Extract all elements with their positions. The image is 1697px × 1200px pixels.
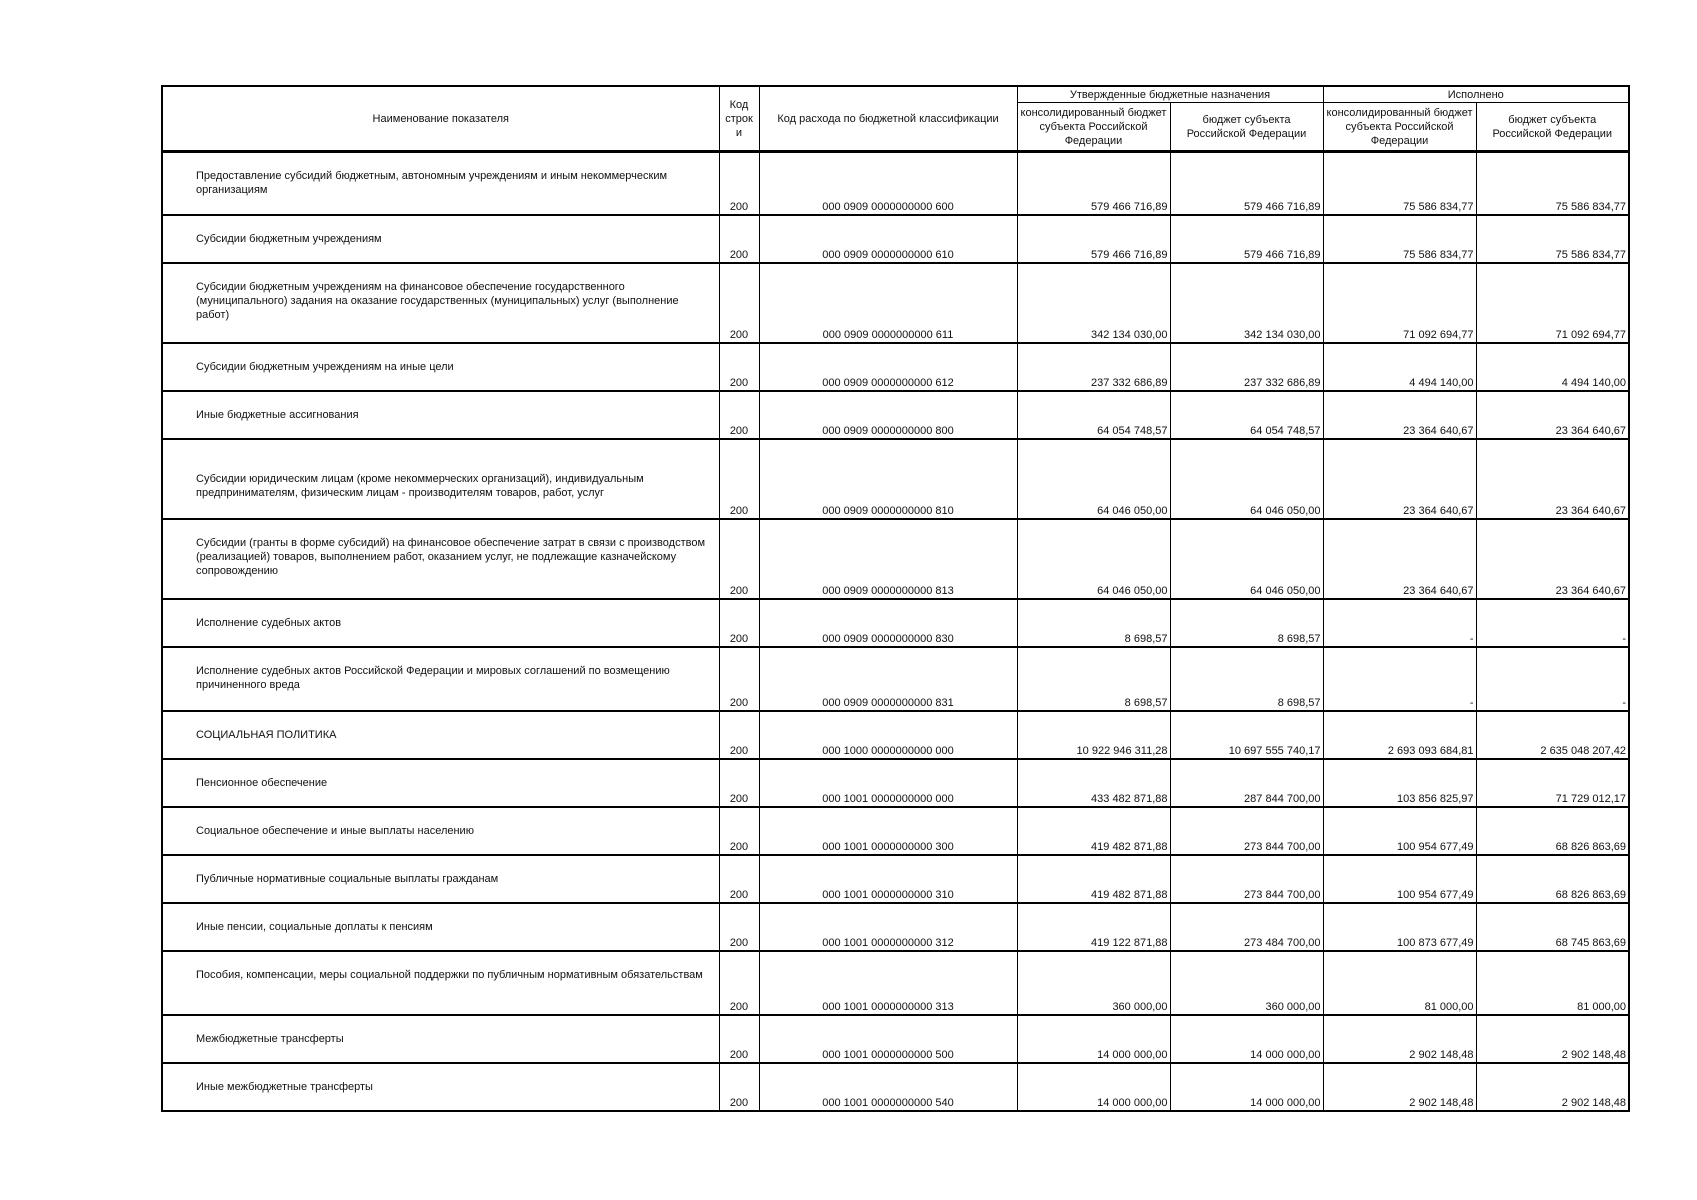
table-row bbox=[162, 759, 1629, 807]
row-executed-consolidated: 75 586 834,77 bbox=[1323, 215, 1476, 263]
row-kbk: 000 1001 0000000000 300 bbox=[759, 807, 1017, 855]
row-line-code: 200 bbox=[719, 599, 759, 647]
row-line-code: 200 bbox=[719, 391, 759, 439]
table-row bbox=[162, 391, 1629, 439]
row-approved-consolidated: 8 698,57 bbox=[1017, 599, 1170, 647]
row-approved-subject: 10 697 555 740,17 bbox=[1170, 711, 1323, 759]
row-line-code: 200 bbox=[719, 807, 759, 855]
row-approved-consolidated: 237 332 686,89 bbox=[1017, 343, 1170, 391]
row-name: Предоставление субсидий бюджетным, автономным учреждениям и иным некоммерческим организациям bbox=[162, 152, 719, 215]
table-row bbox=[162, 1015, 1629, 1063]
table-row bbox=[162, 855, 1629, 903]
row-executed-subject: 75 586 834,77 bbox=[1476, 152, 1629, 215]
row-approved-consolidated: 579 466 716,89 bbox=[1017, 215, 1170, 263]
row-line-code: 200 bbox=[719, 1015, 759, 1063]
row-name: Межбюджетные трансферты bbox=[162, 1015, 719, 1063]
table-row bbox=[162, 263, 1629, 343]
row-approved-consolidated: 360 000,00 bbox=[1017, 951, 1170, 1015]
row-kbk: 000 0909 0000000000 610 bbox=[759, 215, 1017, 263]
row-name: Субсидии бюджетным учреждениям на финансовое обеспечение государственного (муниципального) задания на оказание государственных (муниципальных) услуг (выполнение работ) bbox=[162, 263, 719, 343]
table-row bbox=[162, 215, 1629, 263]
row-approved-subject: 273 844 700,00 bbox=[1170, 855, 1323, 903]
row-executed-consolidated: 2 902 148,48 bbox=[1323, 1063, 1476, 1111]
row-executed-subject: 68 745 863,69 bbox=[1476, 903, 1629, 951]
row-approved-subject: 237 332 686,89 bbox=[1170, 343, 1323, 391]
header-approved-subject: бюджет субъекта Российской Федерации bbox=[1170, 103, 1323, 152]
header-name: Наименование показателя bbox=[162, 86, 719, 152]
row-name: Субсидии бюджетным учреждениям bbox=[162, 215, 719, 263]
table-row bbox=[162, 807, 1629, 855]
row-kbk: 000 0909 0000000000 813 bbox=[759, 519, 1017, 599]
row-name: Иные межбюджетные трансферты bbox=[162, 1063, 719, 1111]
row-approved-subject: 8 698,57 bbox=[1170, 599, 1323, 647]
row-kbk: 000 0909 0000000000 831 bbox=[759, 647, 1017, 711]
row-approved-consolidated: 8 698,57 bbox=[1017, 647, 1170, 711]
row-kbk: 000 0909 0000000000 600 bbox=[759, 152, 1017, 215]
row-approved-subject: 579 466 716,89 bbox=[1170, 215, 1323, 263]
row-name: Субсидии (гранты в форме субсидий) на финансовое обеспечение затрат в связи с производством (реализацией) товаров, выполнением работ, оказанием услуг, не подлежащие казначейскому сопровождению bbox=[162, 519, 719, 599]
table-row bbox=[162, 903, 1629, 951]
row-executed-subject: - bbox=[1476, 599, 1629, 647]
row-approved-subject: 360 000,00 bbox=[1170, 951, 1323, 1015]
row-approved-consolidated: 14 000 000,00 bbox=[1017, 1063, 1170, 1111]
row-kbk: 000 1001 0000000000 540 bbox=[759, 1063, 1017, 1111]
table-header bbox=[162, 86, 1629, 152]
row-executed-subject: 68 826 863,69 bbox=[1476, 807, 1629, 855]
budget-execution-table bbox=[161, 85, 1630, 1112]
row-executed-subject: 2 902 148,48 bbox=[1476, 1063, 1629, 1111]
row-approved-subject: 64 046 050,00 bbox=[1170, 439, 1323, 519]
row-executed-subject: 2 902 148,48 bbox=[1476, 1015, 1629, 1063]
header-executed-group: Исполнено bbox=[1323, 86, 1629, 103]
row-executed-consolidated: 23 364 640,67 bbox=[1323, 391, 1476, 439]
row-executed-subject: 23 364 640,67 bbox=[1476, 391, 1629, 439]
row-name: Публичные нормативные социальные выплаты гражданам bbox=[162, 855, 719, 903]
row-executed-subject: 4 494 140,00 bbox=[1476, 343, 1629, 391]
table-body bbox=[162, 152, 1629, 1111]
table-row bbox=[162, 1063, 1629, 1111]
row-name: Иные бюджетные ассигнования bbox=[162, 391, 719, 439]
row-name: СОЦИАЛЬНАЯ ПОЛИТИКА bbox=[162, 711, 719, 759]
table-row bbox=[162, 951, 1629, 1015]
header-line-code: Код строк и bbox=[719, 86, 759, 152]
row-line-code: 200 bbox=[719, 152, 759, 215]
row-executed-subject: 81 000,00 bbox=[1476, 951, 1629, 1015]
row-approved-subject: 287 844 700,00 bbox=[1170, 759, 1323, 807]
table-row bbox=[162, 647, 1629, 711]
row-approved-consolidated: 579 466 716,89 bbox=[1017, 152, 1170, 215]
row-executed-consolidated: 100 873 677,49 bbox=[1323, 903, 1476, 951]
row-kbk: 000 1001 0000000000 000 bbox=[759, 759, 1017, 807]
row-line-code: 200 bbox=[719, 215, 759, 263]
row-kbk: 000 0909 0000000000 800 bbox=[759, 391, 1017, 439]
row-name: Субсидии бюджетным учреждениям на иные цели bbox=[162, 343, 719, 391]
row-name: Исполнение судебных актов Российской Федерации и мировых соглашений по возмещению причиненного вреда bbox=[162, 647, 719, 711]
row-line-code: 200 bbox=[719, 903, 759, 951]
row-approved-subject: 64 054 748,57 bbox=[1170, 391, 1323, 439]
row-executed-subject: 71 729 012,17 bbox=[1476, 759, 1629, 807]
row-approved-consolidated: 14 000 000,00 bbox=[1017, 1015, 1170, 1063]
row-name: Пенсионное обеспечение bbox=[162, 759, 719, 807]
row-line-code: 200 bbox=[719, 1063, 759, 1111]
row-line-code: 200 bbox=[719, 519, 759, 599]
row-executed-consolidated: - bbox=[1323, 599, 1476, 647]
row-approved-subject: 273 844 700,00 bbox=[1170, 807, 1323, 855]
row-name: Социальное обеспечение и иные выплаты населению bbox=[162, 807, 719, 855]
row-kbk: 000 0909 0000000000 611 bbox=[759, 263, 1017, 343]
row-kbk: 000 1001 0000000000 312 bbox=[759, 903, 1017, 951]
row-executed-subject: 2 635 048 207,42 bbox=[1476, 711, 1629, 759]
row-line-code: 200 bbox=[719, 343, 759, 391]
table-row bbox=[162, 343, 1629, 391]
table-row bbox=[162, 599, 1629, 647]
row-approved-consolidated: 419 482 871,88 bbox=[1017, 807, 1170, 855]
row-executed-consolidated: 2 902 148,48 bbox=[1323, 1015, 1476, 1063]
row-line-code: 200 bbox=[719, 439, 759, 519]
row-approved-consolidated: 419 482 871,88 bbox=[1017, 855, 1170, 903]
row-approved-subject: 14 000 000,00 bbox=[1170, 1063, 1323, 1111]
row-kbk: 000 1001 0000000000 310 bbox=[759, 855, 1017, 903]
row-kbk: 000 0909 0000000000 612 bbox=[759, 343, 1017, 391]
table-row bbox=[162, 439, 1629, 519]
row-kbk: 000 1000 0000000000 000 bbox=[759, 711, 1017, 759]
row-executed-subject: 71 092 694,77 bbox=[1476, 263, 1629, 343]
row-executed-consolidated: 2 693 093 684,81 bbox=[1323, 711, 1476, 759]
header-executed-subject: бюджет субъекта Российской Федерации bbox=[1476, 103, 1629, 152]
report-sheet bbox=[161, 85, 1628, 1112]
table-row bbox=[162, 519, 1629, 599]
row-executed-consolidated: 103 856 825,97 bbox=[1323, 759, 1476, 807]
row-line-code: 200 bbox=[719, 951, 759, 1015]
row-executed-subject: 68 826 863,69 bbox=[1476, 855, 1629, 903]
row-approved-consolidated: 64 054 748,57 bbox=[1017, 391, 1170, 439]
row-kbk: 000 0909 0000000000 810 bbox=[759, 439, 1017, 519]
row-line-code: 200 bbox=[719, 855, 759, 903]
row-executed-subject: 75 586 834,77 bbox=[1476, 215, 1629, 263]
row-executed-consolidated: 100 954 677,49 bbox=[1323, 807, 1476, 855]
row-executed-consolidated: - bbox=[1323, 647, 1476, 711]
row-executed-consolidated: 100 954 677,49 bbox=[1323, 855, 1476, 903]
row-kbk: 000 1001 0000000000 313 bbox=[759, 951, 1017, 1015]
row-line-code: 200 bbox=[719, 711, 759, 759]
header-classification: Код расхода по бюджетной классификации bbox=[759, 86, 1017, 152]
row-approved-subject: 14 000 000,00 bbox=[1170, 1015, 1323, 1063]
row-approved-consolidated: 10 922 946 311,28 bbox=[1017, 711, 1170, 759]
row-name: Пособия, компенсации, меры социальной поддержки по публичным нормативным обязательствам bbox=[162, 951, 719, 1015]
row-name: Исполнение судебных актов bbox=[162, 599, 719, 647]
row-executed-consolidated: 23 364 640,67 bbox=[1323, 439, 1476, 519]
row-approved-subject: 342 134 030,00 bbox=[1170, 263, 1323, 343]
row-executed-consolidated: 23 364 640,67 bbox=[1323, 519, 1476, 599]
row-name: Субсидии юридическим лицам (кроме некоммерческих организаций), индивидуальным предпринимателям, физическим лицам - производителям товаров, работ, услуг bbox=[162, 439, 719, 519]
header-approved-consolidated: консолидированный бюджет субъекта Российской Федерации bbox=[1017, 103, 1170, 152]
row-executed-consolidated: 75 586 834,77 bbox=[1323, 152, 1476, 215]
row-approved-consolidated: 64 046 050,00 bbox=[1017, 519, 1170, 599]
table-row bbox=[162, 711, 1629, 759]
table-row bbox=[162, 152, 1629, 215]
row-approved-consolidated: 433 482 871,88 bbox=[1017, 759, 1170, 807]
row-approved-consolidated: 419 122 871,88 bbox=[1017, 903, 1170, 951]
row-approved-consolidated: 64 046 050,00 bbox=[1017, 439, 1170, 519]
row-executed-subject: 23 364 640,67 bbox=[1476, 439, 1629, 519]
row-approved-consolidated: 342 134 030,00 bbox=[1017, 263, 1170, 343]
row-executed-subject: 23 364 640,67 bbox=[1476, 519, 1629, 599]
header-approved-group: Утвержденные бюджетные назначения bbox=[1017, 86, 1323, 103]
row-approved-subject: 64 046 050,00 bbox=[1170, 519, 1323, 599]
row-kbk: 000 0909 0000000000 830 bbox=[759, 599, 1017, 647]
row-approved-subject: 273 484 700,00 bbox=[1170, 903, 1323, 951]
row-kbk: 000 1001 0000000000 500 bbox=[759, 1015, 1017, 1063]
row-approved-subject: 8 698,57 bbox=[1170, 647, 1323, 711]
row-line-code: 200 bbox=[719, 263, 759, 343]
header-executed-consolidated: консолидированный бюджет субъекта Российской Федерации bbox=[1323, 103, 1476, 152]
row-executed-consolidated: 71 092 694,77 bbox=[1323, 263, 1476, 343]
row-name: Иные пенсии, социальные доплаты к пенсиям bbox=[162, 903, 719, 951]
row-executed-consolidated: 81 000,00 bbox=[1323, 951, 1476, 1015]
row-approved-subject: 579 466 716,89 bbox=[1170, 152, 1323, 215]
row-line-code: 200 bbox=[719, 759, 759, 807]
row-executed-subject: - bbox=[1476, 647, 1629, 711]
row-line-code: 200 bbox=[719, 647, 759, 711]
row-executed-consolidated: 4 494 140,00 bbox=[1323, 343, 1476, 391]
